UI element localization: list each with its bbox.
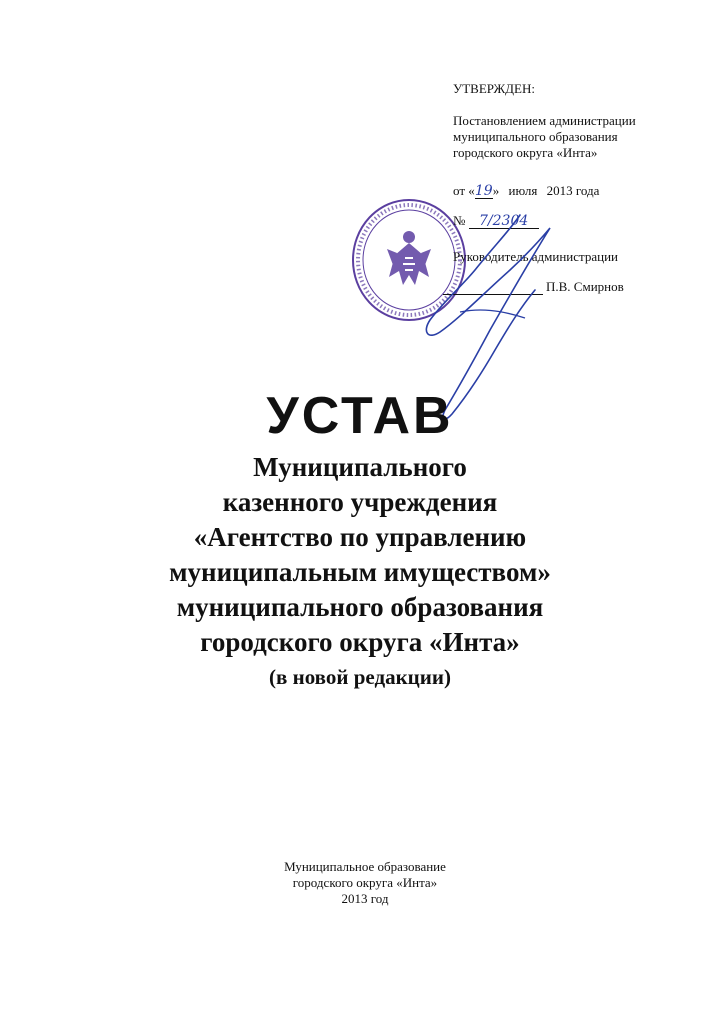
subtitle-line: городского округа «Инта» <box>200 627 520 657</box>
decree-line: муниципального образования <box>453 129 618 144</box>
document-edition: (в новой редакции) <box>269 665 451 689</box>
date-prefix: от « <box>453 183 475 198</box>
footer-line: 2013 год <box>341 891 389 906</box>
decree-line: городского округа «Инта» <box>453 145 598 160</box>
subtitle-line: муниципальным имуществом» <box>169 557 551 587</box>
document-subtitle <box>60 450 660 660</box>
date-month: июля <box>508 183 538 198</box>
footer-line: Муниципальное образование <box>284 859 446 874</box>
footer-line: городского округа «Инта» <box>292 875 438 890</box>
number-prefix: № <box>453 213 466 228</box>
subtitle-line: казенного учреждения <box>222 487 498 517</box>
number-handwritten: 7/2304 <box>469 214 539 229</box>
date-day-handwritten: 19 <box>474 183 493 199</box>
subtitle-line: муниципального образования <box>176 592 544 622</box>
approval-heading: УТВЕРЖДЕН: <box>453 81 535 96</box>
signer-title: Руководитель администрации <box>453 249 618 264</box>
decree-line: Постановлением администрации <box>453 113 636 128</box>
document-title: УСТАВ <box>266 387 454 445</box>
document-footer <box>220 859 510 907</box>
approval-date <box>453 183 693 199</box>
signer-name: П.В. Смирнов <box>546 279 624 294</box>
subtitle-line: «Агентство по управлению <box>193 522 527 552</box>
date-close: » <box>492 183 500 198</box>
subtitle-line: Муниципального <box>253 452 467 482</box>
decree-lines <box>453 113 693 161</box>
date-year: 2013 года <box>546 183 600 198</box>
